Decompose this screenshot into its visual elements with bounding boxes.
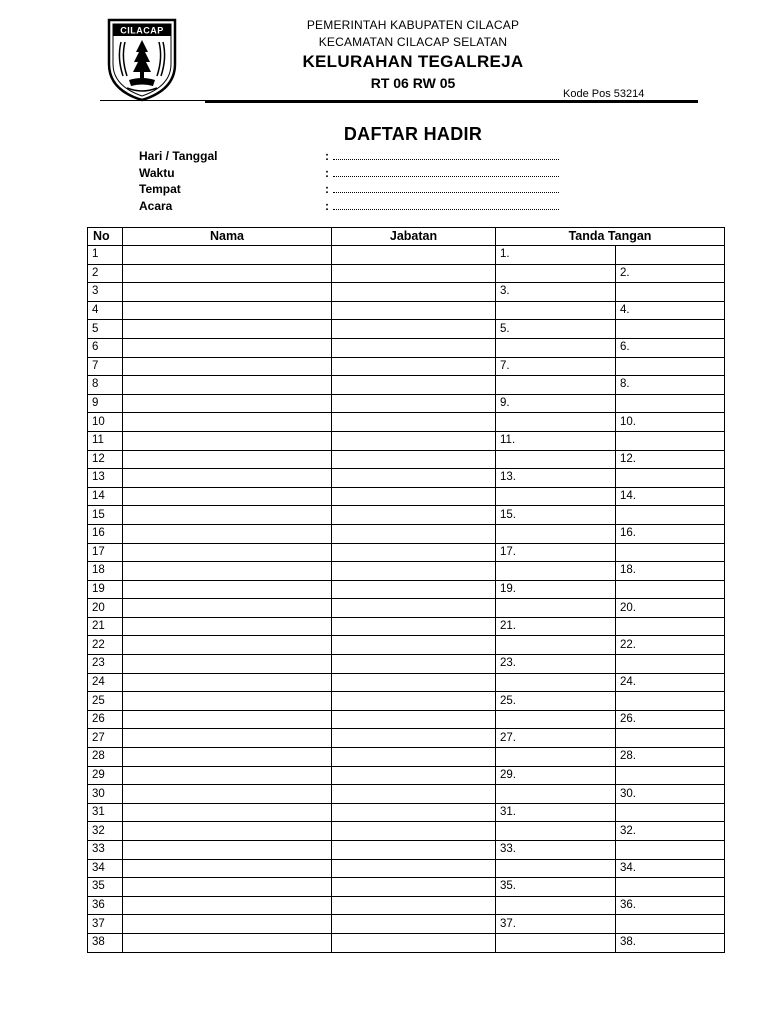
signature-left-cell[interactable] [496,413,616,432]
signature-right-cell[interactable] [616,729,725,748]
table-row [88,933,725,952]
signature-left-cell[interactable]: 31. [496,803,616,822]
position-cell[interactable] [332,896,496,915]
position-cell[interactable] [332,320,496,339]
table-row [88,841,725,860]
table-row [88,506,725,525]
name-cell[interactable] [123,580,332,599]
position-cell[interactable] [332,562,496,581]
name-cell[interactable] [123,878,332,897]
signature-right-cell[interactable]: 16. [616,524,725,543]
name-cell[interactable] [123,301,332,320]
row-number: 17 [88,543,123,562]
table-row [88,469,725,488]
signature-left-cell[interactable]: 37. [496,915,616,934]
position-cell[interactable] [332,803,496,822]
signature-left-cell[interactable] [496,599,616,618]
name-cell[interactable] [123,524,332,543]
name-cell[interactable] [123,636,332,655]
row-number: 24 [88,673,123,692]
row-number: 28 [88,748,123,767]
row-number: 6 [88,338,123,357]
info-fill-line[interactable] [333,192,559,193]
position-cell[interactable] [332,264,496,283]
table-row [88,487,725,506]
postal-code: Kode Pos 53214 [563,88,645,100]
table-row [88,357,725,376]
row-number: 7 [88,357,123,376]
row-number: 35 [88,878,123,897]
position-cell[interactable] [332,692,496,711]
table-row [88,413,725,432]
position-cell[interactable] [332,766,496,785]
position-cell[interactable] [332,469,496,488]
header-position: Jabatan [332,228,496,246]
signature-right-cell[interactable]: 22. [616,636,725,655]
signature-left-cell[interactable]: 5. [496,320,616,339]
table-row [88,301,725,320]
signature-right-cell[interactable] [616,692,725,711]
signature-left-cell[interactable]: 3. [496,283,616,302]
table-row [88,878,725,897]
signature-left-cell[interactable]: 29. [496,766,616,785]
name-cell[interactable] [123,933,332,952]
position-cell[interactable] [332,785,496,804]
signature-right-cell[interactable] [616,655,725,674]
row-number: 1 [88,246,123,265]
signature-right-cell[interactable] [616,469,725,488]
table-row [88,543,725,562]
name-cell[interactable] [123,896,332,915]
info-fill-line[interactable] [333,209,559,210]
info-fill-line[interactable] [333,176,559,177]
signature-right-cell[interactable] [616,878,725,897]
info-label: Acara [139,198,173,213]
position-cell[interactable] [332,748,496,767]
name-cell[interactable] [123,617,332,636]
signature-left-cell[interactable]: 17. [496,543,616,562]
row-number: 31 [88,803,123,822]
signature-left-cell[interactable] [496,487,616,506]
row-number: 3 [88,283,123,302]
position-cell[interactable] [332,357,496,376]
position-cell[interactable] [332,487,496,506]
signature-left-cell[interactable] [496,376,616,395]
row-number: 36 [88,896,123,915]
position-cell[interactable] [332,543,496,562]
row-number: 38 [88,933,123,952]
letterhead-government: PEMERINTAH KABUPATEN CILACAP [306,18,520,32]
info-label: Hari / Tanggal [139,149,218,163]
name-cell[interactable] [123,841,332,860]
name-cell[interactable] [123,246,332,265]
table-row [88,283,725,302]
attendance-table [87,227,725,953]
table-row [88,710,725,729]
table-row [88,617,725,636]
name-cell[interactable] [123,803,332,822]
signature-left-cell[interactable] [496,673,616,692]
position-cell[interactable] [332,933,496,952]
position-cell[interactable] [332,915,496,934]
name-cell[interactable] [123,822,332,841]
signature-right-cell[interactable] [616,246,725,265]
signature-left-cell[interactable]: 33. [496,841,616,860]
signature-right-cell[interactable] [616,357,725,376]
position-cell[interactable] [332,283,496,302]
signature-right-cell[interactable]: 14. [616,487,725,506]
row-number: 5 [88,320,123,339]
table-row [88,264,725,283]
signature-right-cell[interactable]: 28. [616,748,725,767]
name-cell[interactable] [123,915,332,934]
row-number: 14 [88,487,123,506]
signature-left-cell[interactable]: 23. [496,655,616,674]
header-signature: Tanda Tangan [496,228,725,246]
info-colon: : [325,149,329,163]
signature-right-cell[interactable] [616,841,725,860]
signature-left-cell[interactable] [496,896,616,915]
signature-right-cell[interactable]: 2. [616,264,725,283]
signature-left-cell[interactable]: 9. [496,394,616,413]
signature-right-cell[interactable]: 18. [616,562,725,581]
signature-left-cell[interactable] [496,636,616,655]
signature-left-cell[interactable]: 11. [496,431,616,450]
row-number: 2 [88,264,123,283]
signature-left-cell[interactable] [496,822,616,841]
name-cell[interactable] [123,766,332,785]
row-number: 10 [88,413,123,432]
position-cell[interactable] [332,580,496,599]
table-row [88,599,725,618]
position-cell[interactable] [332,506,496,525]
name-cell[interactable] [123,450,332,469]
signature-left-cell[interactable]: 1. [496,246,616,265]
svg-text:CILACAP: CILACAP [120,25,164,36]
signature-left-cell[interactable]: 25. [496,692,616,711]
position-cell[interactable] [332,413,496,432]
row-number: 25 [88,692,123,711]
table-row [88,822,725,841]
table-row [88,859,725,878]
name-cell[interactable] [123,655,332,674]
signature-right-cell[interactable] [616,617,725,636]
table-row [88,655,725,674]
position-cell[interactable] [332,301,496,320]
position-cell[interactable] [332,338,496,357]
table-row [88,320,725,339]
row-number: 12 [88,450,123,469]
row-number: 9 [88,394,123,413]
name-cell[interactable] [123,859,332,878]
signature-right-cell[interactable]: 24. [616,673,725,692]
row-number: 15 [88,506,123,525]
signature-right-cell[interactable]: 34. [616,859,725,878]
row-number: 13 [88,469,123,488]
signature-right-cell[interactable] [616,580,725,599]
row-number: 27 [88,729,123,748]
position-cell[interactable] [332,617,496,636]
signature-right-cell[interactable] [616,915,725,934]
name-cell[interactable] [123,562,332,581]
signature-left-cell[interactable]: 13. [496,469,616,488]
position-cell[interactable] [332,655,496,674]
name-cell[interactable] [123,673,332,692]
signature-right-cell[interactable] [616,506,725,525]
signature-right-cell[interactable] [616,283,725,302]
position-cell[interactable] [332,878,496,897]
row-number: 37 [88,915,123,934]
signature-left-cell[interactable] [496,338,616,357]
signature-right-cell[interactable]: 32. [616,822,725,841]
table-row [88,748,725,767]
row-number: 29 [88,766,123,785]
signature-left-cell[interactable] [496,450,616,469]
table-body [88,246,725,953]
signature-left-cell[interactable]: 27. [496,729,616,748]
signature-right-cell[interactable]: 26. [616,710,725,729]
position-cell[interactable] [332,673,496,692]
row-number: 4 [88,301,123,320]
signature-left-cell[interactable] [496,933,616,952]
name-cell[interactable] [123,431,332,450]
signature-left-cell[interactable]: 35. [496,878,616,897]
row-number: 8 [88,376,123,395]
row-number: 23 [88,655,123,674]
name-cell[interactable] [123,283,332,302]
letterhead-district: KECAMATAN CILACAP SELATAN [318,35,508,49]
name-cell[interactable] [123,692,332,711]
document-title: DAFTAR HADIR [343,124,483,144]
table-row [88,338,725,357]
position-cell[interactable] [332,841,496,860]
name-cell[interactable] [123,785,332,804]
name-cell[interactable] [123,748,332,767]
info-label: Tempat [139,182,181,196]
name-cell[interactable] [123,376,332,395]
signature-right-cell[interactable] [616,803,725,822]
position-cell[interactable] [332,431,496,450]
signature-left-cell[interactable] [496,524,616,543]
name-cell[interactable] [123,338,332,357]
position-cell[interactable] [332,246,496,265]
letterhead-village: KELURAHAN TEGALREJA [302,52,524,71]
name-cell[interactable] [123,543,332,562]
table-row [88,246,725,265]
info-fill-line[interactable] [333,159,559,160]
signature-right-cell[interactable]: 20. [616,599,725,618]
signature-left-cell[interactable]: 7. [496,357,616,376]
name-cell[interactable] [123,599,332,618]
header-no: No [88,228,123,246]
signature-right-cell[interactable] [616,320,725,339]
row-number: 16 [88,524,123,543]
name-cell[interactable] [123,394,332,413]
row-number: 19 [88,580,123,599]
signature-right-cell[interactable]: 10. [616,413,725,432]
table-row [88,673,725,692]
signature-left-cell[interactable] [496,859,616,878]
table-row [88,766,725,785]
signature-left-cell[interactable]: 15. [496,506,616,525]
row-number: 20 [88,599,123,618]
info-colon: : [325,198,329,213]
position-cell[interactable] [332,376,496,395]
table-row [88,915,725,934]
table-row [88,394,725,413]
position-cell[interactable] [332,822,496,841]
table-row [88,896,725,915]
name-cell[interactable] [123,320,332,339]
table-row [88,376,725,395]
info-colon: : [325,182,329,196]
signature-left-cell[interactable] [496,785,616,804]
info-label: Waktu [139,165,175,180]
row-number: 11 [88,431,123,450]
letterhead-divider-thick [205,101,698,103]
name-cell[interactable] [123,413,332,432]
name-cell[interactable] [123,469,332,488]
position-cell[interactable] [332,729,496,748]
row-number: 21 [88,617,123,636]
row-number: 18 [88,562,123,581]
name-cell[interactable] [123,506,332,525]
signature-right-cell[interactable]: 30. [616,785,725,804]
table-row [88,580,725,599]
signature-right-cell[interactable] [616,543,725,562]
table-row [88,431,725,450]
signature-right-cell[interactable]: 4. [616,301,725,320]
name-cell[interactable] [123,357,332,376]
signature-left-cell[interactable] [496,264,616,283]
row-number: 33 [88,841,123,860]
signature-right-cell[interactable]: 36. [616,896,725,915]
row-number: 26 [88,710,123,729]
table-row [88,785,725,804]
table-row [88,729,725,748]
signature-left-cell[interactable] [496,710,616,729]
signature-left-cell[interactable] [496,301,616,320]
signature-right-cell[interactable] [616,394,725,413]
table-row [88,450,725,469]
header-name: Nama [123,228,332,246]
signature-left-cell[interactable]: 19. [496,580,616,599]
position-cell[interactable] [332,859,496,878]
position-cell[interactable] [332,710,496,729]
table-header-row [88,228,725,246]
signature-left-cell[interactable] [496,562,616,581]
name-cell[interactable] [123,487,332,506]
table-row [88,524,725,543]
name-cell[interactable] [123,264,332,283]
signature-right-cell[interactable]: 8. [616,376,725,395]
signature-right-cell[interactable]: 6. [616,338,725,357]
letterhead-rt-rw: RT 06 RW 05 [370,75,456,91]
table-row [88,562,725,581]
position-cell[interactable] [332,636,496,655]
position-cell[interactable] [332,599,496,618]
info-colon: : [325,165,329,180]
signature-right-cell[interactable] [616,431,725,450]
signature-right-cell[interactable] [616,766,725,785]
table-row [88,803,725,822]
signature-left-cell[interactable] [496,748,616,767]
name-cell[interactable] [123,729,332,748]
name-cell[interactable] [123,710,332,729]
table-row [88,636,725,655]
row-number: 22 [88,636,123,655]
signature-right-cell[interactable]: 12. [616,450,725,469]
position-cell[interactable] [332,450,496,469]
row-number: 34 [88,859,123,878]
signature-right-cell[interactable]: 38. [616,933,725,952]
row-number: 32 [88,822,123,841]
row-number: 30 [88,785,123,804]
position-cell[interactable] [332,394,496,413]
signature-left-cell[interactable]: 21. [496,617,616,636]
position-cell[interactable] [332,524,496,543]
table-row [88,692,725,711]
